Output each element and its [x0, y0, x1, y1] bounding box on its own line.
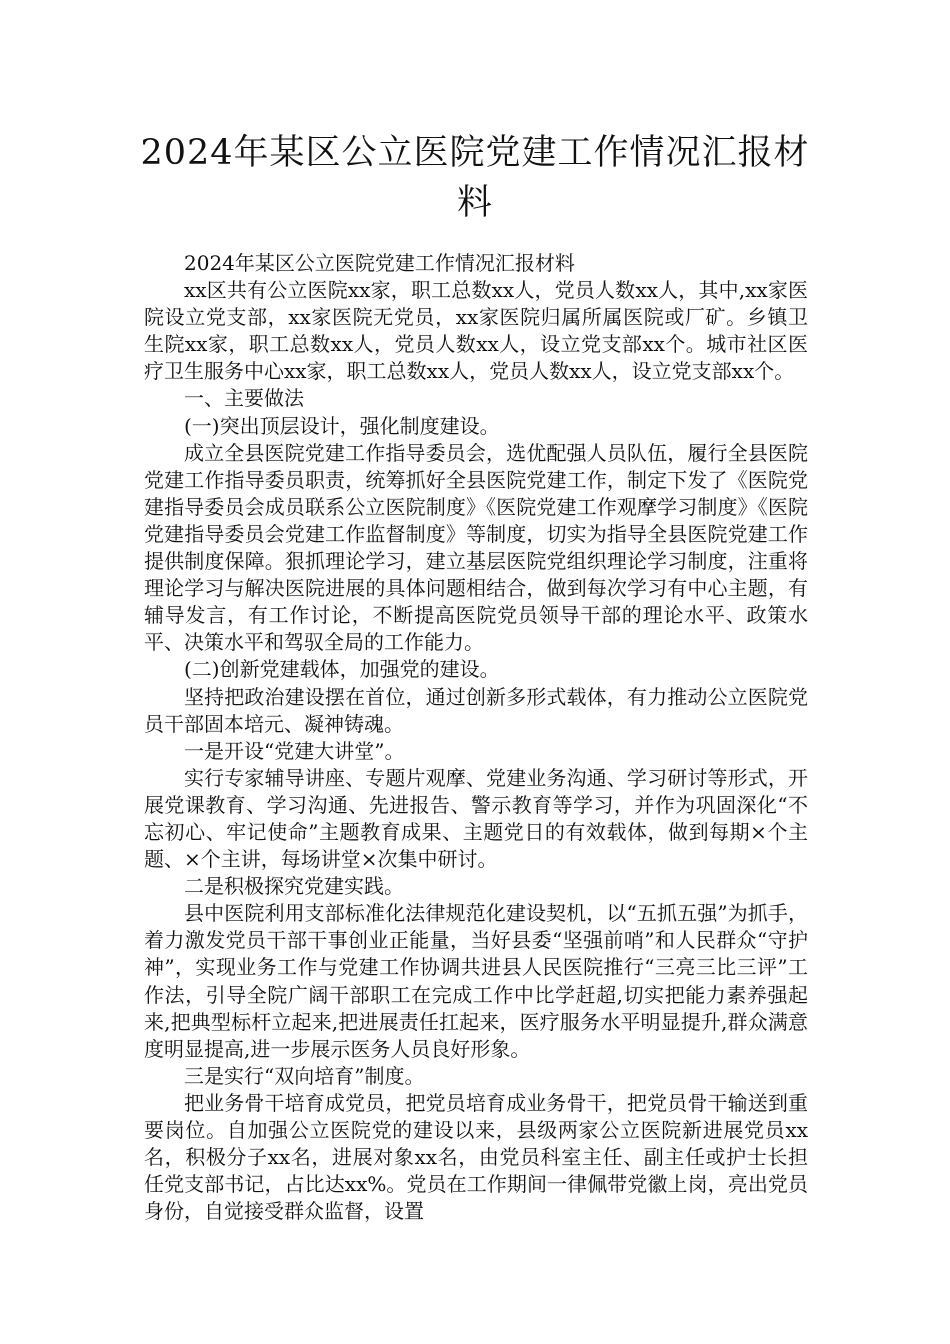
paragraph-subtitle: 2024年某区公立医院党建工作情况汇报材料 — [184, 251, 575, 275]
section-heading-main-practices: 一、主要做法 — [184, 386, 304, 411]
paragraph-party-practice: 县中医院利用支部标准化法律规范化建设契机，以“五抓五强”为抓手，着力激发党员干部干事创业正能量，当好县委“坚强前哨”和人民群众“守护神”，实现业务工作与党建工作协调共进县人民医院推行“三亮三比三评”工作法，引导全院广阔干部职工在完成工作中比学赶超,切实把能力素养强起来,把典型标杆立起来,把进展责任扛起来，医疗服务水平明显提升,群众满意度明显提高,进一步展示医务人员良好形象。 — [144, 901, 808, 1061]
item-heading-2: 二是积极探究党建实践。 — [184, 874, 404, 899]
paragraph-lecture-hall: 实行专家辅导讲座、专题片观摩、党建业务沟通、学习研讨等形式，开展党课教育、学习沟通、先进报告、警示教育等学习，并作为巩固深化“不忘初心、牢记使命”主题教育成果、主题党日的有效载体，做到每期×个主题、×个主讲，每场讲堂×次集中研讨。 — [144, 765, 808, 872]
paragraph-system-building: 成立全县医院党建工作指导委员会，选优配强人员队伍，履行全县医院党建工作指导委员职责，统筹抓好全县医院党建工作，制定下发了《医院党建指导委员会成员联系公立医院制度》《医院党建工作观摩学习制度》《医院党建指导委员会党建工作监督制度》等制度，切实为指导全县医院党建工作提供制度保障。狠抓理论学习，建立基层医院党组织理论学习制度，注重将理论学习与解决医院进展的具体问题相结合，做到每次学习有中心主题，有辅导发言，有工作讨论，不断提高医院党员领导干部的理论水平、政策水平、决策水平和驾驭全局的工作能力。 — [144, 440, 808, 655]
paragraph-political-building: 坚持把政治建设摆在首位，通过创新多形式载体，有力推动公立医院党员干部固本培元、凝神铸魂。 — [144, 684, 808, 736]
subsection-heading-2: (二)创新党建载体，加强党的建设。 — [184, 657, 500, 682]
document-title: 2024年某区公立医院党建工作情况汇报材料 — [140, 133, 810, 223]
item-heading-1: 一是开设“党建大讲堂”。 — [184, 738, 405, 763]
document-body — [144, 250, 808, 1225]
paragraph-dual-training: 把业务骨干培育成党员，把党员培育成业务骨干，把党员骨干输送到重要岗位。自加强公立医院党的建设以来，县级两家公立医院新进展党员xx名，积极分子xx名，进展对象xx名，由党员科室主任、副主任或护士长担任党支部书记，占比达xx%。党员在工作期间一律佩带党徽上岗，亮出党员身份，自觉接受群众监督，设置 — [144, 1090, 808, 1224]
subsection-heading-1: (一)突出顶层设计，强化制度建设。 — [184, 413, 500, 438]
paragraph-overview: xx区共有公立医院xx家，职工总数xx人，党员人数xx人，其中,xx家医院设立党支部，xx家医院无党员，xx家医院归属所属医院或厂矿。乡镇卫生院xx家，职工总数xx人，党员人数xx人，设立党支部xx个。城市社区医疗卫生服务中心xx家，职工总数xx人，党员人数xx人，设立党支部xx个。 — [144, 278, 808, 384]
item-heading-3: 三是实行“双向培育”制度。 — [184, 1063, 425, 1088]
